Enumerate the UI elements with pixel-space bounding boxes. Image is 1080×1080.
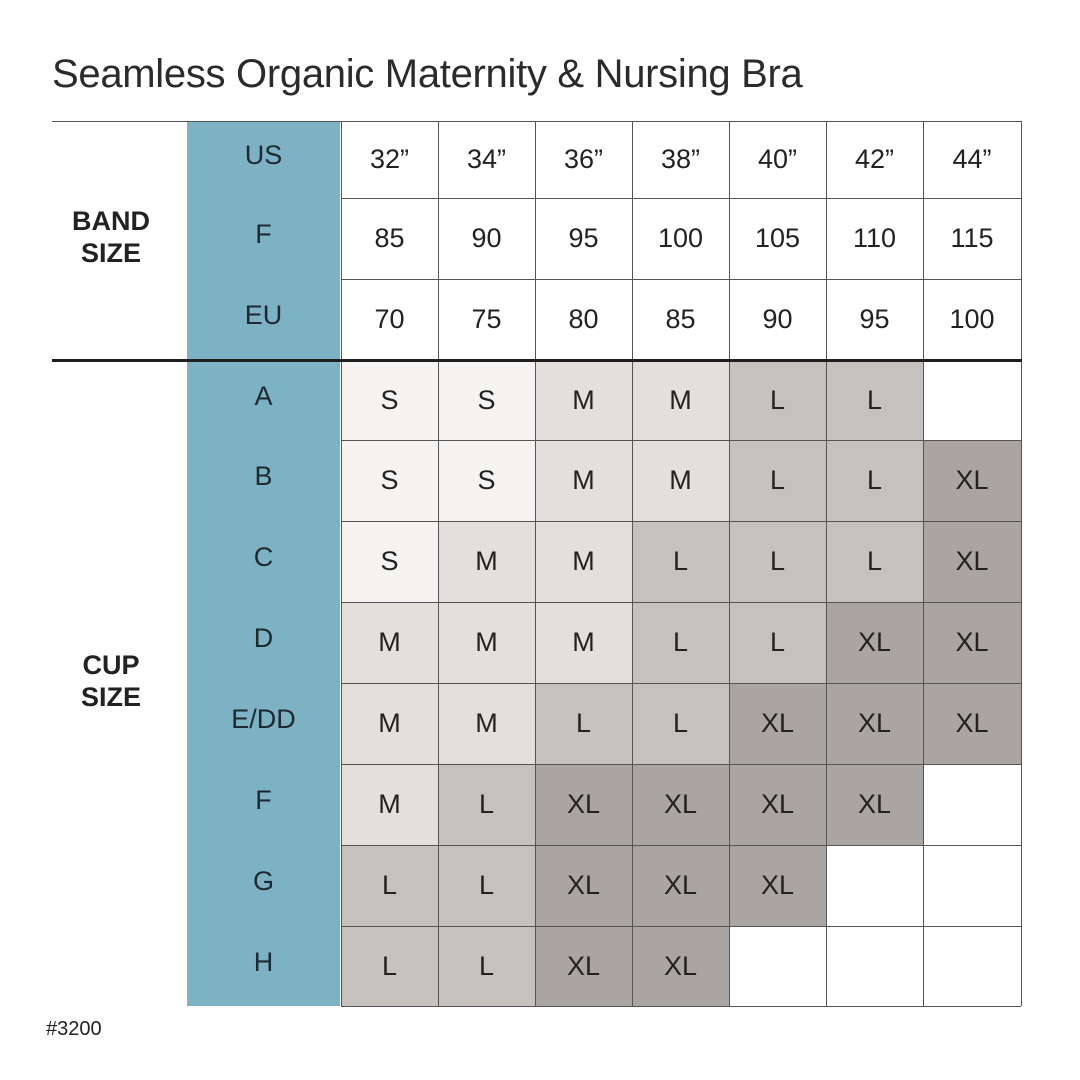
size-cell: L: [535, 683, 632, 764]
cup-row-label-h: H: [253, 947, 274, 977]
grid-line: [341, 926, 1021, 927]
size-cell: L: [438, 926, 535, 1006]
empty-cell: [729, 926, 826, 1006]
size-cell: L: [826, 360, 923, 440]
band-cell: 70: [341, 279, 438, 360]
cup-label-line-1: CUP: [82, 650, 140, 680]
band-row-label-eu: EU: [244, 300, 283, 330]
cup-size-group-label: [52, 649, 170, 713]
size-cell: XL: [923, 521, 1021, 602]
size-cell: XL: [729, 845, 826, 926]
chart-title: Seamless Organic Maternity & Nursing Bra: [52, 52, 803, 96]
band-cell: 85: [632, 279, 729, 360]
size-cell: M: [535, 602, 632, 683]
grid-line: [923, 121, 924, 1006]
grid-line: [341, 1006, 1021, 1007]
band-label-line-1: BAND: [72, 206, 150, 236]
band-cell: 80: [535, 279, 632, 360]
size-cell: XL: [826, 764, 923, 845]
grid-line: [1021, 121, 1022, 1006]
cup-row-label-e-dd: E/DD: [231, 704, 296, 734]
size-cell: M: [632, 360, 729, 440]
empty-cell: [923, 845, 1021, 926]
size-cell: XL: [729, 764, 826, 845]
cup-row-label-f: F: [255, 785, 272, 815]
grid-line: [341, 602, 1021, 603]
band-cell: 115: [923, 198, 1021, 279]
grid-line: [341, 279, 1021, 280]
grid-line: [341, 521, 1021, 522]
size-cell: L: [729, 360, 826, 440]
size-cell: M: [535, 440, 632, 521]
empty-cell: [826, 845, 923, 926]
grid-line: [438, 121, 439, 1006]
size-cell: L: [438, 845, 535, 926]
size-cell: M: [341, 683, 438, 764]
cup-label-line-2: SIZE: [80, 682, 141, 712]
band-cell: 75: [438, 279, 535, 360]
band-cell: 34”: [438, 121, 535, 198]
band-cell: 85: [341, 198, 438, 279]
band-cell: 100: [632, 198, 729, 279]
size-cell: M: [438, 602, 535, 683]
size-cell: M: [632, 440, 729, 521]
band-row-label-f: F: [255, 219, 272, 249]
cup-row-label-d: D: [253, 623, 274, 653]
size-cell: M: [341, 602, 438, 683]
top-rule: [52, 121, 341, 122]
cup-row-label-c: C: [253, 542, 274, 572]
grid-line: [341, 845, 1021, 846]
empty-cell: [923, 764, 1021, 845]
band-cell: 36”: [535, 121, 632, 198]
grid-line: [341, 440, 1021, 441]
size-cell: L: [826, 440, 923, 521]
size-cell: M: [341, 764, 438, 845]
grid-line: [341, 198, 1021, 199]
size-cell: XL: [632, 845, 729, 926]
band-cup-separator: [52, 359, 1022, 362]
size-cell: XL: [535, 764, 632, 845]
band-row-label-us: US: [244, 140, 283, 170]
band-label-line-2: SIZE: [80, 238, 141, 268]
size-cell: XL: [826, 683, 923, 764]
band-cell: 38”: [632, 121, 729, 198]
size-cell: M: [535, 360, 632, 440]
size-cell: XL: [632, 926, 729, 1006]
size-cell: XL: [923, 683, 1021, 764]
size-cell: L: [632, 683, 729, 764]
cup-row-label-b: B: [254, 461, 273, 491]
band-cell: 40”: [729, 121, 826, 198]
size-cell: S: [341, 521, 438, 602]
band-cell: 90: [729, 279, 826, 360]
cup-row-label-a: A: [254, 381, 273, 411]
size-cell: M: [438, 683, 535, 764]
size-cell: L: [729, 440, 826, 521]
size-cell: L: [826, 521, 923, 602]
grid-line: [535, 121, 536, 1006]
empty-cell: [923, 360, 1021, 440]
band-cell: 105: [729, 198, 826, 279]
size-cell: L: [729, 521, 826, 602]
empty-cell: [826, 926, 923, 1006]
size-cell: XL: [535, 926, 632, 1006]
grid-line: [341, 121, 342, 1006]
size-cell: XL: [923, 440, 1021, 521]
size-cell: XL: [729, 683, 826, 764]
band-size-group-label: [52, 205, 170, 269]
size-cell: S: [341, 440, 438, 521]
band-cell: 32”: [341, 121, 438, 198]
band-cell: 95: [826, 279, 923, 360]
size-cell: L: [632, 521, 729, 602]
size-cell: S: [438, 360, 535, 440]
size-cell: XL: [923, 602, 1021, 683]
size-cell: M: [438, 521, 535, 602]
size-cell: M: [535, 521, 632, 602]
size-cell: XL: [826, 602, 923, 683]
product-code: #3200: [46, 1018, 102, 1040]
size-cell: L: [729, 602, 826, 683]
size-cell: S: [438, 440, 535, 521]
grid-line: [341, 764, 1021, 765]
size-cell: L: [438, 764, 535, 845]
grid-line: [729, 121, 730, 1006]
grid-line: [341, 683, 1021, 684]
band-cell: 44”: [923, 121, 1021, 198]
size-cell: XL: [535, 845, 632, 926]
grid-line: [826, 121, 827, 1006]
grid-line: [632, 121, 633, 1006]
band-cell: 110: [826, 198, 923, 279]
size-cell: L: [341, 926, 438, 1006]
empty-cell: [923, 926, 1021, 1006]
size-cell: L: [341, 845, 438, 926]
cup-row-label-g: G: [252, 866, 274, 896]
band-cell: 42”: [826, 121, 923, 198]
size-cell: S: [341, 360, 438, 440]
band-cell: 100: [923, 279, 1021, 360]
band-cell: 95: [535, 198, 632, 279]
band-cell: 90: [438, 198, 535, 279]
grid-line: [341, 121, 1021, 122]
size-cell: L: [632, 602, 729, 683]
size-cell: XL: [632, 764, 729, 845]
